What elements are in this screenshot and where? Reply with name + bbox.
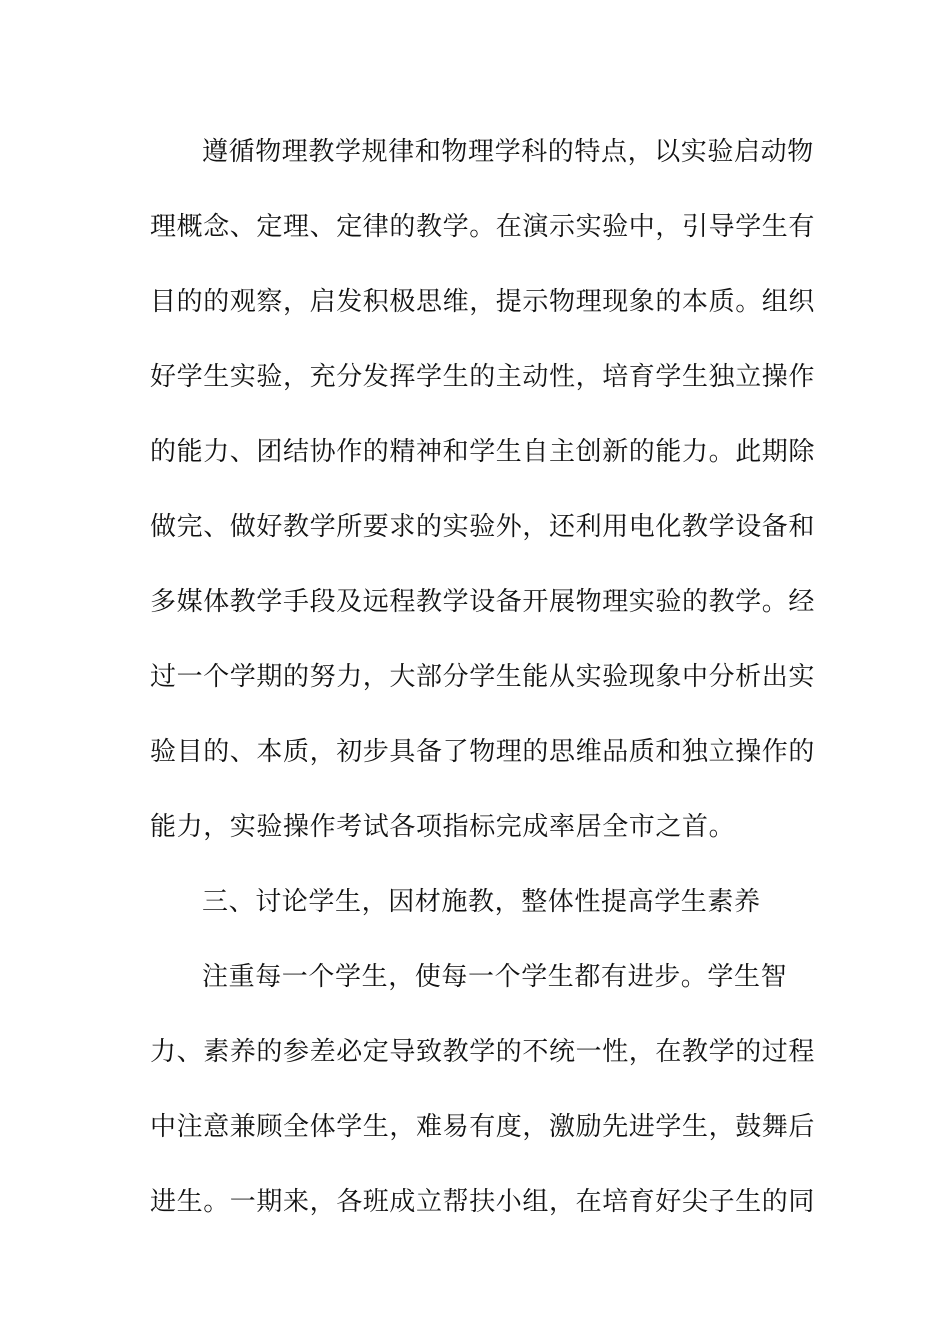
paragraph-line: 的能力、团结协作的精神和学生自主创新的能力。此期除 [150, 437, 816, 467]
paragraph-line: 遵循物理教学规律和物理学科的特点，以实验启动物 [202, 137, 814, 167]
paragraph-line: 注重每一个学生，使每一个学生都有进步。学生智 [202, 962, 788, 992]
paragraph-line: 验目的、本质，初步具备了物理的思维品质和独立操作的 [150, 737, 816, 767]
paragraph-line: 多媒体教学手段及远程教学设备开展物理实验的教学。经 [150, 587, 816, 617]
paragraph-line: 中注意兼顾全体学生，难易有度，激励先进学生，鼓舞后 [150, 1112, 816, 1142]
paragraph-line: 进生。一期来，各班成立帮扶小组，在培育好尖子生的同 [150, 1187, 816, 1217]
paragraph-line: 做完、做好教学所要求的实验外，还利用电化教学设备和 [150, 512, 816, 542]
paragraph-line: 理概念、定理、定律的教学。在演示实验中，引导学生有 [150, 212, 816, 242]
paragraph-line: 能力，实验操作考试各项指标完成率居全市之首。 [150, 812, 736, 842]
paragraph-line: 好学生实验，充分发挥学生的主动性，培育学生独立操作 [150, 362, 816, 392]
paragraph-line: 目的的观察，启发积极思维，提示物理现象的本质。组织 [150, 287, 816, 317]
section-heading: 三、讨论学生，因材施教，整体性提高学生素养 [202, 887, 761, 917]
paragraph-line: 过一个学期的努力，大部分学生能从实验现象中分析出实 [150, 662, 816, 692]
paragraph-line: 力、素养的参差必定导致教学的不统一性，在教学的过程 [150, 1037, 816, 1067]
document-body [150, 115, 816, 1240]
